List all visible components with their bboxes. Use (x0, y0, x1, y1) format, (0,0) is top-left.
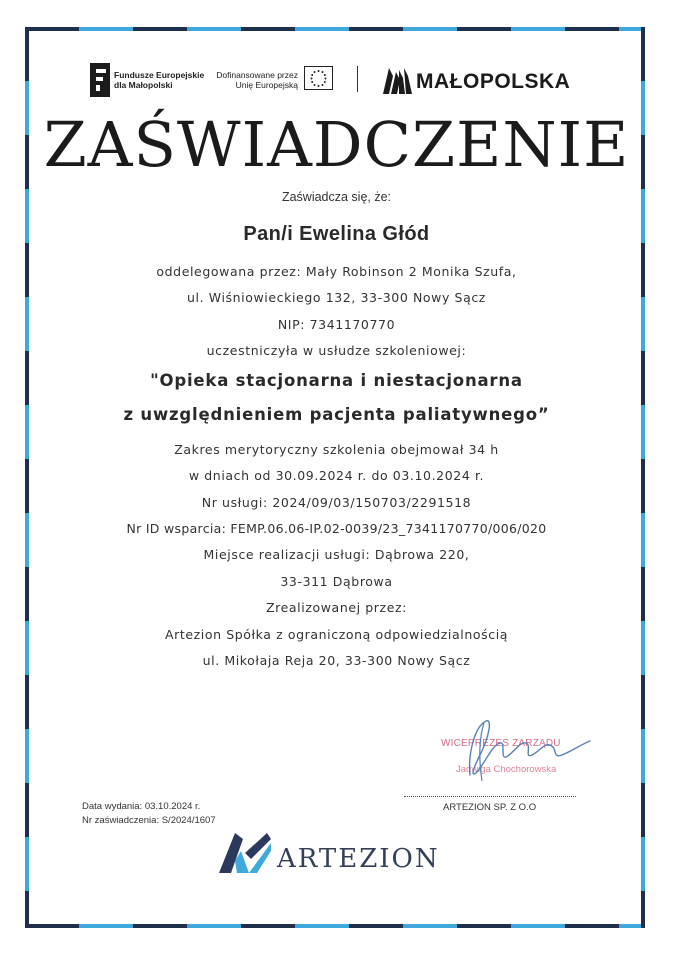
ue-logo-text (200, 70, 298, 90)
training-dates: w dniach od 30.09.2024 r. do 03.10.2024 r. (188, 468, 485, 483)
training-title-line-2: z uwzględnieniem pacjenta paliatywnego” (123, 405, 550, 424)
realized-by-label: Zrealizowanej przez: (266, 600, 407, 615)
service-place-line-2: 33-311 Dąbrowa (280, 574, 393, 589)
signature-icon (440, 715, 600, 785)
malopolska-logo (383, 68, 413, 98)
handwritten-signature (440, 715, 600, 789)
issue-date: Data wydania: 03.10.2024 r. (82, 801, 201, 812)
ue-line-1: Dofinansowane przez (216, 70, 298, 80)
training-scope: Zakres merytoryczny szkolenia obejmował 34 h (174, 442, 499, 457)
fe-logo-text (114, 70, 204, 90)
eu-flag-icon (304, 66, 333, 90)
service-number: Nr usługi: 2024/09/03/150703/2291518 (201, 495, 472, 510)
recipient-name: Pan/i Ewelina Głód (243, 223, 430, 245)
signature-label: ARTEZION SP. Z O.O (443, 802, 537, 813)
logo-divider (357, 66, 358, 92)
service-place-line-1: Miejsce realizacji usługi: Dąbrowa 220, (203, 547, 470, 562)
signature-line (404, 796, 576, 797)
artezion-logo (219, 833, 271, 877)
certificate-number: Nr zaświadczenia: S/2024/1607 (82, 815, 216, 826)
certificate-title: ZAŚWIADCZENIE (43, 108, 630, 181)
ue-line-2: Unię Europejską (235, 80, 298, 90)
training-title-line-1: "Opieka stacjonarna i niestacjonarna (150, 371, 523, 390)
nip-number: NIP: 7341170770 (277, 317, 396, 332)
stamp-title: WICEPREZES ZARZĄDU (441, 738, 561, 749)
participation-text: uczestniczyła w usłudze szkoleniowej: (206, 343, 467, 358)
fe-line-1: Fundusze Europejskie (114, 70, 205, 80)
malopolska-wordmark: MAŁOPOLSKA (416, 70, 571, 93)
stamp-name: Jadwiga Chochorowska (456, 764, 557, 775)
artezion-wordmark: ARTEZION (277, 844, 440, 874)
artezion-logo-icon (219, 833, 271, 873)
fe-logo (90, 63, 110, 97)
support-id: Nr ID wsparcia: FEMP.06.06-IP.02-0039/23_7341170770/006/020 (126, 521, 547, 536)
delegated-by: oddelegowana przez: Mały Robinson 2 Monika Szufa, (156, 264, 517, 279)
intro-text: Zaświadcza się, że: (281, 190, 392, 204)
fe-logo-icon (90, 63, 110, 97)
company-name: Artezion Spółka z ograniczoną odpowiedzialnością (164, 627, 509, 642)
delegating-address: ul. Wiśniowieckiego 132, 33-300 Nowy Sącz (187, 290, 486, 305)
company-address: ul. Mikołaja Reja 20, 33-300 Nowy Sącz (202, 653, 471, 668)
malopolska-logo-icon (383, 68, 413, 94)
fe-line-2: dla Małopolski (114, 80, 173, 90)
eu-flag-logo (304, 66, 333, 94)
